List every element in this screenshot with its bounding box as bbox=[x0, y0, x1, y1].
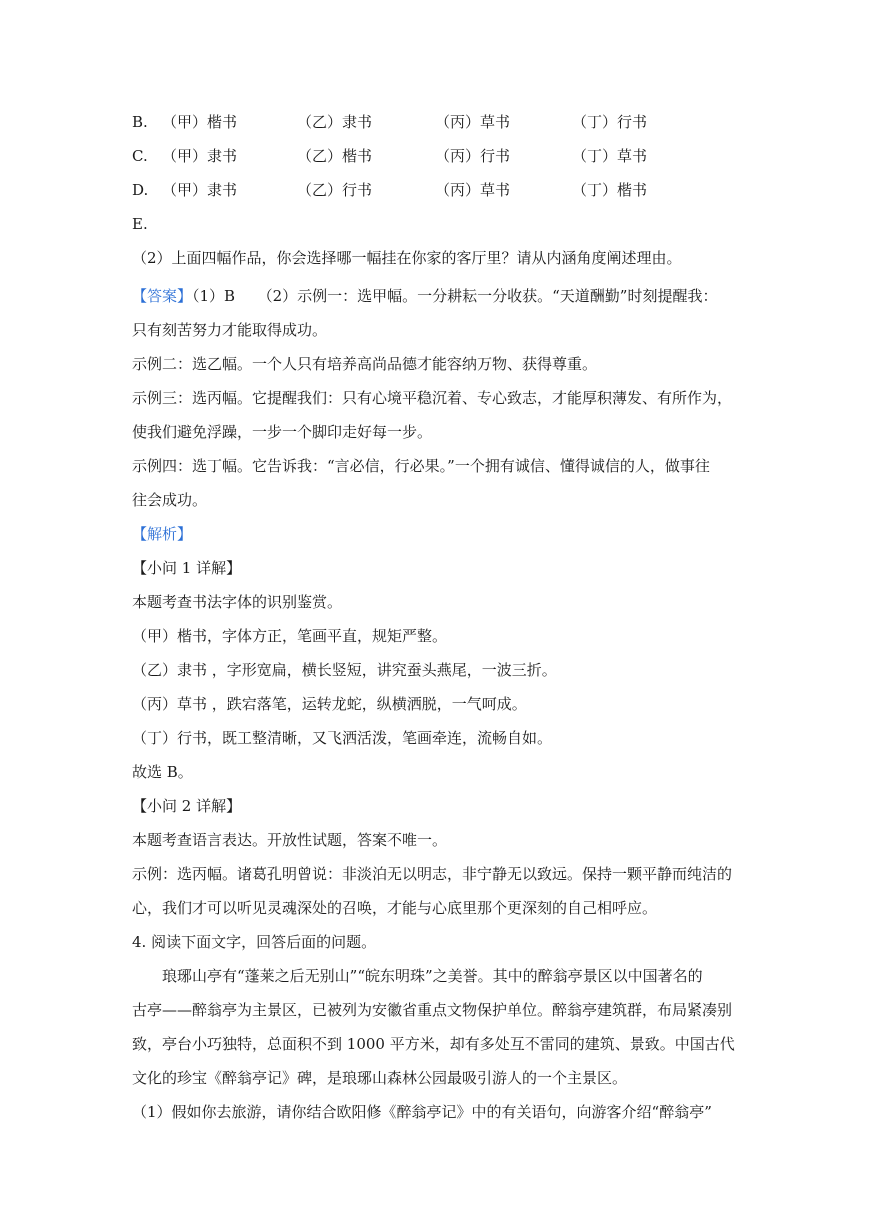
answer-line-2: 只有刻苦努力才能取得成功。 bbox=[132, 321, 328, 339]
example-2: 示例二：选乙幅。一个人只有培养高尚品德才能容纳万物、获得尊重。 bbox=[132, 355, 598, 373]
example-3-line-1: 示例三：选丙幅。它提醒我们：只有心境平稳沉着、专心致志，才能厚积薄发、有所作为， bbox=[132, 389, 733, 407]
option-yi: （乙）行书 bbox=[297, 181, 373, 199]
analysis-2-line-2: 示例：选丙幅。诸葛孔明曾说：非淡泊无以明志，非宁静无以致远。保持一颗平静而纯洁的 bbox=[132, 865, 733, 883]
option-jia: （甲）隶书 bbox=[162, 147, 238, 165]
passage-line-3: 致，亭台小巧独特，总面积不到 1000 平方米，却有多处互不雷同的建筑、景致。中国古代 bbox=[132, 1035, 735, 1053]
sub-question-2-heading: 【小问 2 详解】 bbox=[132, 797, 242, 815]
example-4-line-1: 示例四：选丁幅。它告诉我：“言必信，行必果。”一个拥有诚信、懂得诚信的人，做事往 bbox=[132, 457, 710, 475]
analysis-1-line-4: （丙）草书 ，跌宕落笔，运转龙蛇，纵横洒脱，一气呵成。 bbox=[132, 695, 527, 713]
analysis-1-line-2: （甲）楷书，字体方正，笔画平直，规矩严整。 bbox=[132, 627, 448, 645]
option-letter: B. bbox=[132, 113, 148, 131]
analysis-2-line-1: 本题考查语言表达。开放性试题，答案不唯一。 bbox=[132, 831, 448, 849]
example-3-line-2: 使我们避免浮躁，一步一个脚印走好每一步。 bbox=[132, 423, 433, 441]
analysis-tag: 【解析】 bbox=[132, 525, 193, 543]
answer-text: （1）B （2）示例一：选甲幅。一分耕耘一分收获。“天道酬勤”时刻提醒我： bbox=[192, 287, 718, 305]
question-4-1: （1）假如你去旅游，请你结合欧阳修《醉翁亭记》中的有关语句，向游客介绍“醉翁亭” bbox=[132, 1103, 712, 1121]
answer-line-1 bbox=[132, 286, 717, 306]
passage-line-4: 文化的珍宝《醉翁亭记》碑，是琅琊山森林公园最吸引游人的一个主景区。 bbox=[132, 1069, 628, 1087]
passage-line-2: 古亭——醉翁亭为主景区，已被列为安徽省重点文物保护单位。醉翁亭建筑群，布局紧凑别 bbox=[132, 1001, 733, 1019]
option-ding: （丁）行书 bbox=[572, 113, 648, 131]
option-yi: （乙）隶书 bbox=[297, 113, 373, 131]
option-letter: E. bbox=[132, 215, 148, 233]
question-2: （2）上面四幅作品，你会选择哪一幅挂在你家的客厅里？请从内涵角度阐述理由。 bbox=[132, 249, 682, 267]
option-ding: （丁）草书 bbox=[572, 147, 648, 165]
option-letter: C. bbox=[132, 147, 148, 165]
analysis-1-line-3: （乙）隶书 ，字形宽扁，横长竖短，讲究蚕头燕尾，一波三折。 bbox=[132, 661, 557, 679]
option-jia: （甲）隶书 bbox=[162, 181, 238, 199]
analysis-1-line-5: （丁）行书，既工整清晰，又飞洒活泼，笔画牵连，流畅自如。 bbox=[132, 729, 553, 747]
option-bing: （丙）草书 bbox=[435, 113, 511, 131]
analysis-1-line-1: 本题考查书法字体的识别鉴赏。 bbox=[132, 593, 343, 611]
answer-tag: 【答案】 bbox=[132, 287, 193, 305]
option-letter: D. bbox=[132, 181, 149, 199]
option-jia: （甲）楷书 bbox=[162, 113, 238, 131]
option-bing: （丙）行书 bbox=[435, 147, 511, 165]
option-yi: （乙）楷书 bbox=[297, 147, 373, 165]
option-bing: （丙）草书 bbox=[435, 181, 511, 199]
analysis-2-line-3: 心，我们才可以听见灵魂深处的召唤，才能与心底里那个更深刻的自己相呼应。 bbox=[132, 899, 658, 917]
question-4-title: 4. 阅读下面文字，回答后面的问题。 bbox=[132, 933, 377, 951]
sub-question-1-heading: 【小问 1 详解】 bbox=[132, 559, 242, 577]
passage-line-1: 琅琊山亭有“蓬莱之后无别山”“皖东明珠”之美誉。其中的醉翁亭景区以中国著名的 bbox=[162, 967, 703, 985]
option-ding: （丁）楷书 bbox=[572, 181, 648, 199]
analysis-1-line-6: 故选 B。 bbox=[132, 763, 193, 781]
example-4-line-2: 往会成功。 bbox=[132, 491, 208, 509]
